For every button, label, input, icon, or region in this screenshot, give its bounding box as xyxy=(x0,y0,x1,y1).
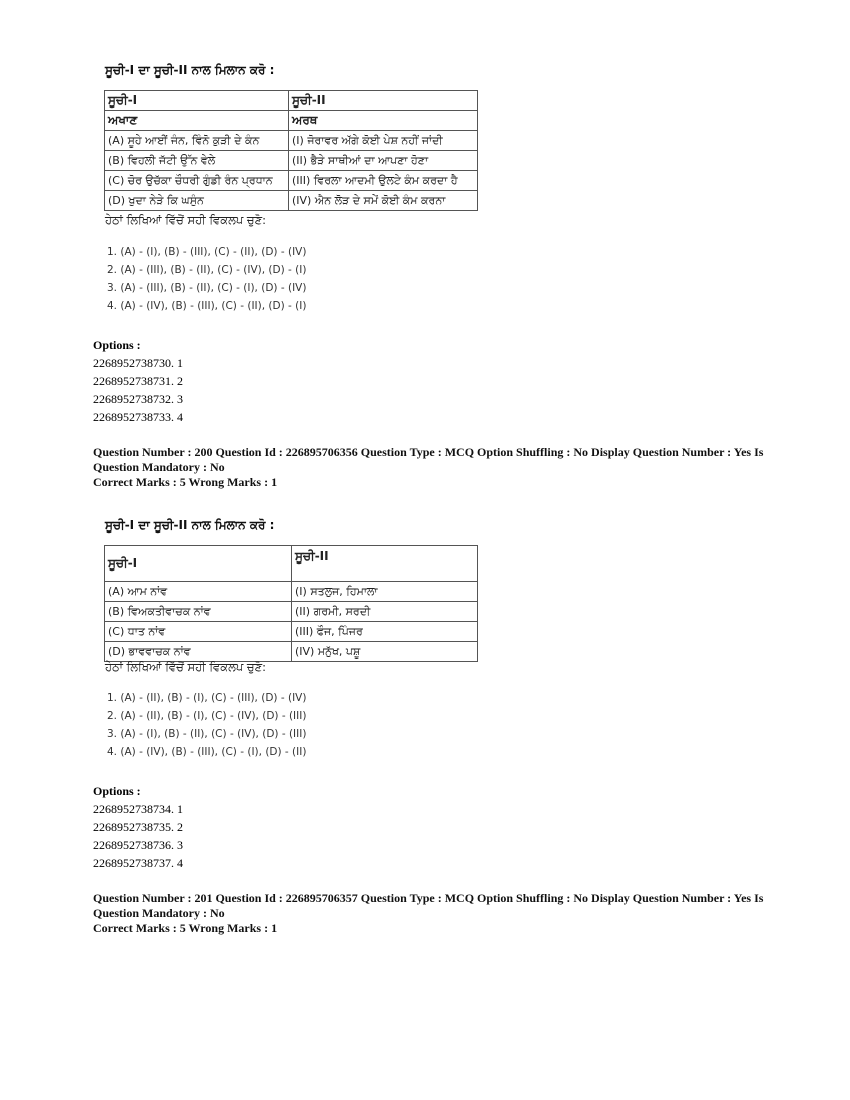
table-cell: (D) ਖੁਦਾ ਨੇੜੇ ਕਿ ਘਸੁੰਨ xyxy=(105,191,289,211)
question-meta-line: Question Number : 201 Question Id : 226895706357 Question Type : MCQ Option Shuffling : No Display Question Number : Yes Is xyxy=(93,891,764,905)
option-item: 2268952738737. 4 xyxy=(93,856,183,870)
table-row xyxy=(105,131,478,151)
table-cell: (A) ਸੂਹੇ ਆਈਂ ਜੰਨ, ਵਿੰਨੋ ਕੁੜੀ ਦੇ ਕੰਨ xyxy=(105,131,289,151)
table-cell: (B) ਵਿਹਲੀ ਜੱਟੀ ਉੱਨ ਵੇਲੇ xyxy=(105,151,289,171)
choice-item: 4. (A) - (IV), (B) - (III), (C) - (II), (D) - (I) xyxy=(107,300,307,312)
table-header-cell: ਸੂਚੀ-II xyxy=(289,91,478,111)
table-row xyxy=(105,151,478,171)
question-meta-line: Question Mandatory : No xyxy=(93,460,225,474)
choice-item: 3. (A) - (I), (B) - (II), (C) - (IV), (D) - (III) xyxy=(107,728,307,740)
option-item: 2268952738734. 1 xyxy=(93,802,183,816)
table-cell: (I) ਸਤਲੁਜ, ਹਿਮਾਲਾ xyxy=(292,582,478,602)
table-cell: (D) ਭਾਵਵਾਚਕ ਨਾਂਵ xyxy=(105,642,292,662)
table-cell: (III) ਵਿਰਲਾ ਆਦਮੀ ਉਲਟੇ ਕੰਮ ਕਰਦਾ ਹੈ xyxy=(289,171,478,191)
q200-instruction: ਸੂਚੀ-I ਦਾ ਸੂਚੀ-II ਨਾਲ ਮਿਲਾਨ ਕਰੋ : xyxy=(105,518,275,532)
question-marks: Correct Marks : 5 Wrong Marks : 1 xyxy=(93,475,278,489)
table-cell: (C) ਧਾਤ ਨਾਂਵ xyxy=(105,622,292,642)
table-header-cell: ਸੂਚੀ-I xyxy=(105,91,289,111)
table-cell: (A) ਆਮ ਨਾਂਵ xyxy=(105,582,292,602)
table-cell: (IV) ਐਨ ਲੋੜ ਦੇ ਸਮੇਂ ਕੋਈ ਕੰਮ ਕਰਨਾ xyxy=(289,191,478,211)
choice-item: 1. (A) - (I), (B) - (III), (C) - (II), (D) - (IV) xyxy=(107,246,307,258)
table-header-cell: ਸੂਚੀ-I xyxy=(105,546,292,582)
table-row xyxy=(105,582,478,602)
option-item: 2268952738730. 1 xyxy=(93,356,183,370)
q1-choice-list xyxy=(107,243,306,315)
q1-prompt: ਹੇਠਾਂ ਲਿਖਿਆਂ ਵਿੱਚੋਂ ਸਹੀ ਵਿਕਲਪ ਚੁਣੋ: xyxy=(105,213,267,227)
choice-item: 1. (A) - (II), (B) - (I), (C) - (III), (D) - (IV) xyxy=(107,692,307,704)
table-header-cell: ਸੂਚੀ-II xyxy=(292,546,478,582)
question-marks: Correct Marks : 5 Wrong Marks : 1 xyxy=(93,921,278,935)
choice-item: 2. (A) - (III), (B) - (II), (C) - (IV), (D) - (I) xyxy=(107,264,307,276)
question-meta-line: Question Number : 200 Question Id : 226895706356 Question Type : MCQ Option Shuffling : No Display Question Number : Yes Is xyxy=(93,445,764,459)
table-row xyxy=(105,191,478,211)
table-cell: (B) ਵਿਅਕਤੀਵਾਚਕ ਨਾਂਵ xyxy=(105,602,292,622)
question-meta-line: Question Mandatory : No xyxy=(93,906,225,920)
table-cell: (C) ਚੋਰ ਉਚੱਕਾ ਚੌਧਰੀ ਗੁੰਡੀ ਰੰਨ ਪ੍ਰਧਾਨ xyxy=(105,171,289,191)
choice-item: 2. (A) - (II), (B) - (I), (C) - (IV), (D) - (III) xyxy=(107,710,307,722)
q1-options xyxy=(93,336,183,426)
table-cell: (II) ਗਰਮੀ, ਸਰਦੀ xyxy=(292,602,478,622)
option-item: 2268952738732. 3 xyxy=(93,392,183,406)
options-label: Options : xyxy=(93,338,141,352)
choice-item: 4. (A) - (IV), (B) - (III), (C) - (I), (D) - (II) xyxy=(107,746,307,758)
table-row xyxy=(105,642,478,662)
options-label: Options : xyxy=(93,784,141,798)
table-cell: (II) ਭੈੜੇ ਸਾਥੀਆਂ ਦਾ ਆਪਣਾ ਹੋਣਾ xyxy=(289,151,478,171)
option-item: 2268952738735. 2 xyxy=(93,820,183,834)
q200-choice-list xyxy=(107,689,306,761)
q200-meta xyxy=(93,445,773,490)
option-item: 2268952738736. 3 xyxy=(93,838,183,852)
choice-item: 3. (A) - (III), (B) - (II), (C) - (I), (D) - (IV) xyxy=(107,282,307,294)
table-cell: (I) ਜੋਰਾਵਰ ਅੱਗੇ ਕੋਈ ਪੇਸ਼ ਨਹੀਂ ਜਾਂਦੀ xyxy=(289,131,478,151)
q1-instruction: ਸੂਚੀ-I ਦਾ ਸੂਚੀ-II ਨਾਲ ਮਿਲਾਨ ਕਰੋ : xyxy=(105,63,275,77)
q201-meta xyxy=(93,891,773,936)
table-cell: (III) ਫੌਜ, ਪਿੰਜਰ xyxy=(292,622,478,642)
table-row xyxy=(105,622,478,642)
q200-match-table xyxy=(104,545,478,662)
q1-match-table xyxy=(104,90,478,211)
table-row xyxy=(105,171,478,191)
q200-prompt: ਹੇਠਾਂ ਲਿਖਿਆਂ ਵਿੱਚੋਂ ਸਹੀ ਵਿਕਲਪ ਚੁਣੋ: xyxy=(105,660,267,674)
table-row xyxy=(105,602,478,622)
option-item: 2268952738733. 4 xyxy=(93,410,183,424)
option-item: 2268952738731. 2 xyxy=(93,374,183,388)
table-subheader-cell: ਅਰਥ xyxy=(289,111,478,131)
table-subheader-cell: ਅਖਾਣ xyxy=(105,111,289,131)
table-cell: (IV) ਮਨੁੱਖ, ਪਸ਼ੂ xyxy=(292,642,478,662)
q200-options xyxy=(93,782,183,872)
